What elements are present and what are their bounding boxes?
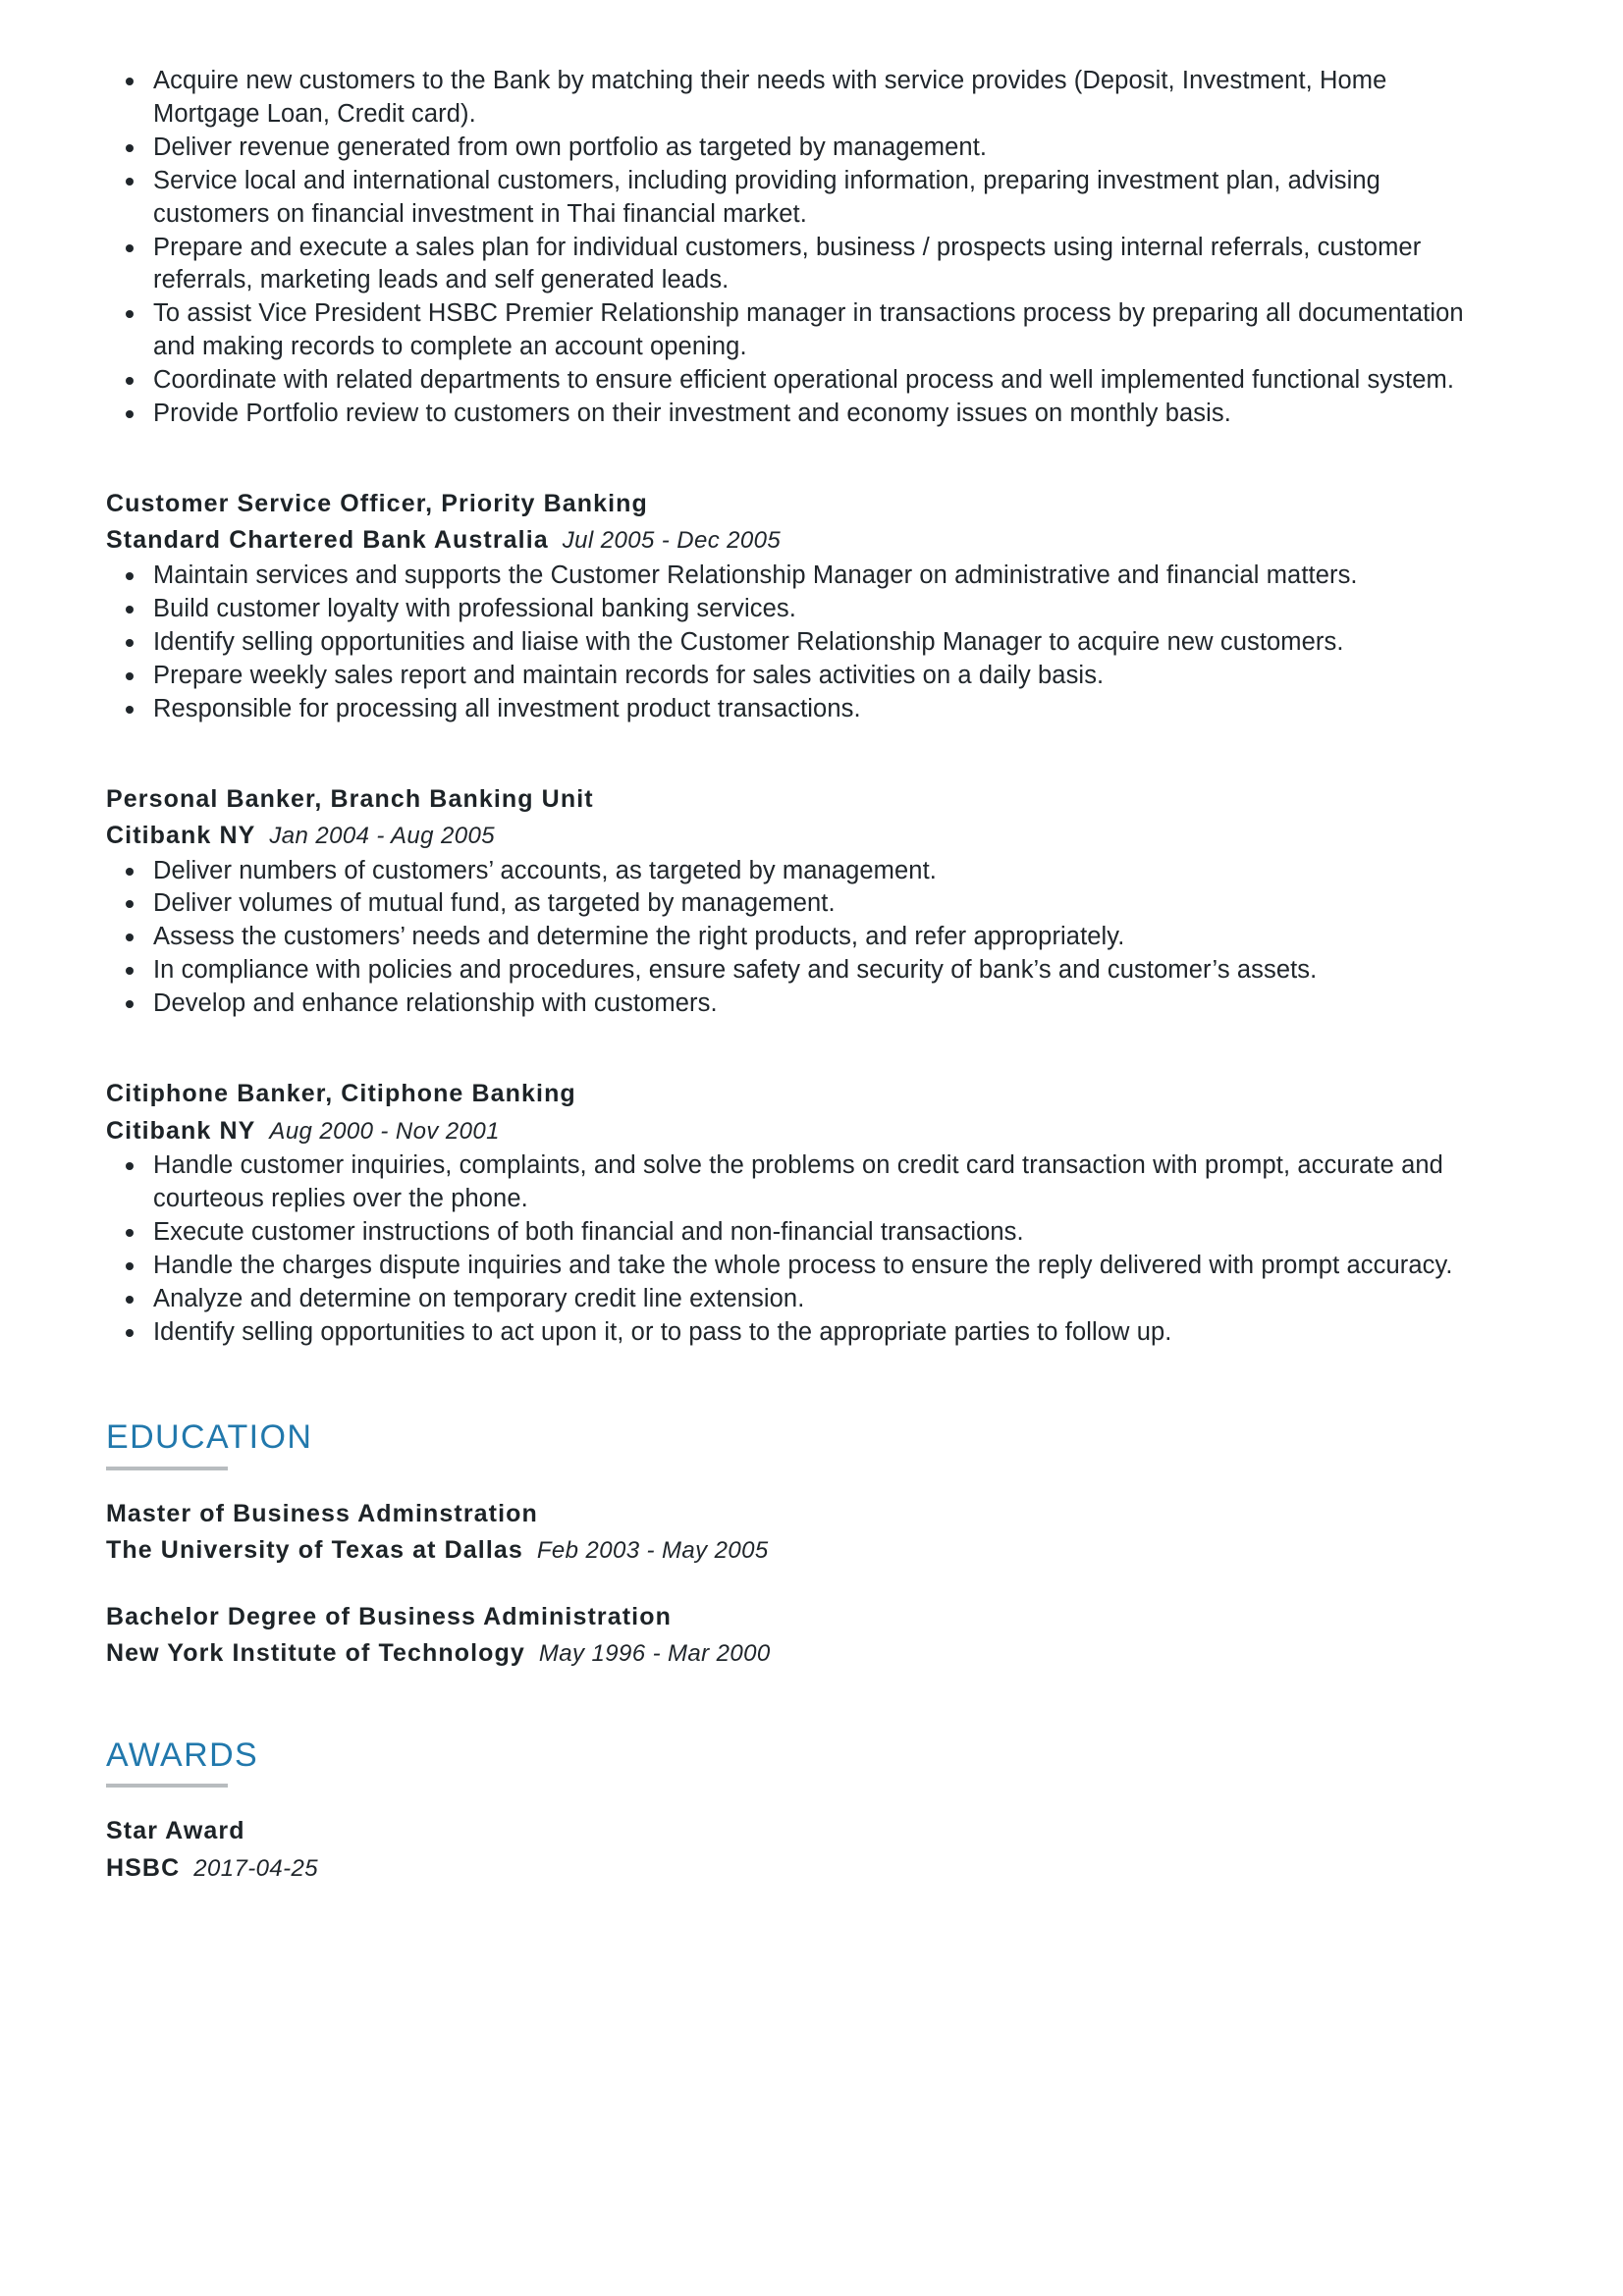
bullet-text: Assess the customers’ needs and determine the right products, and refer appropriately. [153, 923, 1125, 951]
list-item [106, 855, 1493, 888]
date-range: Jan 2004 - Aug 2005 [269, 823, 495, 849]
bullet-text: Handle customer inquiries, complaints, and solve the problems on credit card transaction with prompt, accurate and courteous replies over the phone. [153, 1151, 1443, 1212]
awards-section [106, 1737, 1493, 1887]
list-item [106, 297, 1493, 364]
experience-entry [106, 1076, 1493, 1349]
job-title: Citiphone Banker, Citiphone Banking [106, 1080, 576, 1108]
list-item [106, 593, 1493, 626]
list-item [106, 921, 1493, 954]
list-item [106, 887, 1493, 921]
list-item [106, 660, 1493, 693]
bullet-text: Develop and enhance relationship with customers. [153, 989, 718, 1018]
experience-entry [106, 781, 1493, 1022]
company-name: Standard Chartered Bank Australia [106, 526, 549, 555]
spacer [106, 1570, 1493, 1599]
experience-bullet-list [106, 855, 1493, 1022]
experience-bullet-list [106, 1149, 1493, 1349]
bullet-text: Deliver numbers of customers’ accounts, as targeted by management. [153, 856, 937, 884]
date-range: Jul 2005 - Dec 2005 [562, 527, 782, 555]
bullet-text: Prepare weekly sales report and maintain records for sales activities on a daily basis. [153, 661, 1105, 689]
section-divider [106, 1784, 228, 1788]
company-name: Citibank NY [106, 822, 256, 849]
job-title: Customer Service Officer, Priority Banking [106, 489, 648, 517]
list-item [106, 693, 1493, 726]
education-entry [106, 1496, 1493, 1570]
list-item [106, 1250, 1493, 1283]
date-range: May 1996 - Mar 2000 [538, 1640, 771, 1668]
award-entry [106, 1813, 1493, 1887]
list-item [106, 65, 1493, 132]
bullet-text: In compliance with policies and procedures, ensure safety and security of bank’s and customer’s assets. [153, 956, 1318, 985]
list-item [106, 1149, 1493, 1216]
bullet-text: Identify selling opportunities to act upon it, or to pass to the appropriate parties to follow up. [153, 1317, 1172, 1346]
section-heading-education: EDUCATION [106, 1418, 313, 1457]
bullet-text: Handle the charges dispute inquiries and take the whole process to ensure the reply delivered with prompt accuracy. [153, 1251, 1453, 1279]
school-name: New York Institute of Technology [106, 1639, 525, 1668]
bullet-text: To assist Vice President HSBC Premier Relationship manager in transactions process by preparing all documentation and making records to complete an account opening. [153, 299, 1464, 361]
education-meta [106, 1532, 1493, 1570]
bullet-text: Build customer loyalty with professional banking services. [153, 594, 796, 622]
degree-name: Bachelor Degree of Business Administration [106, 1602, 672, 1630]
experience-bullet-list [106, 560, 1493, 726]
spacer [106, 726, 1493, 781]
date-range: Aug 2000 - Nov 2001 [269, 1117, 500, 1145]
school-name: The University of Texas at Dallas [106, 1536, 523, 1565]
list-item [106, 1316, 1493, 1350]
date-range: Feb 2003 - May 2005 [536, 1537, 769, 1565]
list-item [106, 954, 1493, 988]
list-item [106, 165, 1493, 232]
job-meta [106, 522, 1493, 560]
job-meta [106, 818, 1493, 855]
degree-name: Master of Business Adminstration [106, 1499, 538, 1527]
company-name: Citibank NY [106, 1116, 256, 1145]
bullet-text: Prepare and execute a sales plan for individual customers, business / prospects using internal referrals, customer referrals, marketing leads and self generated leads. [153, 233, 1422, 294]
list-item [106, 988, 1493, 1021]
list-item [106, 364, 1493, 398]
bullet-text: Provide Portfolio review to customers on their investment and economy issues on monthly basis. [153, 400, 1231, 428]
bullet-text: Analyze and determine on temporary credit line extension. [153, 1284, 805, 1312]
bullet-text: Deliver volumes of mutual fund, as targeted by management. [153, 889, 836, 918]
list-item [106, 132, 1493, 165]
education-meta [106, 1635, 1493, 1673]
list-item [106, 626, 1493, 660]
job-meta [106, 1113, 1493, 1150]
bullet-text: Coordinate with related departments to ensure efficient operational process and well implemented functional system. [153, 366, 1454, 395]
bullet-text: Deliver revenue generated from own portfolio as targeted by management. [153, 133, 988, 161]
award-meta [106, 1850, 1493, 1888]
education-section [106, 1419, 1493, 1672]
spacer [106, 1021, 1493, 1076]
continued-experience-bullet-list [106, 65, 1493, 431]
list-item [106, 1216, 1493, 1250]
bullet-text: Responsible for processing all investment product transactions. [153, 694, 861, 722]
bullet-text: Acquire new customers to the Bank by matching their needs with service provides (Deposit, Investment, Home Mortgage Loan, Credit card). [153, 67, 1387, 128]
award-organization: HSBC [106, 1853, 181, 1882]
experience-entry [106, 486, 1493, 726]
list-item [106, 1283, 1493, 1316]
spacer [106, 1349, 1493, 1419]
spacer [106, 431, 1493, 486]
award-date: 2017-04-25 [193, 1854, 319, 1882]
bullet-text: Execute customer instructions of both financial and non-financial transactions. [153, 1217, 1024, 1246]
spacer [106, 1673, 1493, 1737]
list-item [106, 398, 1493, 431]
list-item [106, 232, 1493, 298]
award-name: Star Award [106, 1817, 245, 1845]
education-entry [106, 1599, 1493, 1673]
bullet-text: Maintain services and supports the Customer Relationship Manager on administrative and financial matters. [153, 561, 1358, 589]
bullet-text: Service local and international customers, including providing information, preparing investment plan, advising customers on financial investment in Thai financial market. [153, 166, 1380, 228]
job-title: Personal Banker, Branch Banking Unit [106, 784, 594, 813]
section-divider [106, 1467, 228, 1470]
list-item [106, 560, 1493, 593]
section-heading-awards: AWARDS [106, 1735, 259, 1774]
bullet-text: Identify selling opportunities and liaise with the Customer Relationship Manager to acquire new customers. [153, 627, 1344, 656]
